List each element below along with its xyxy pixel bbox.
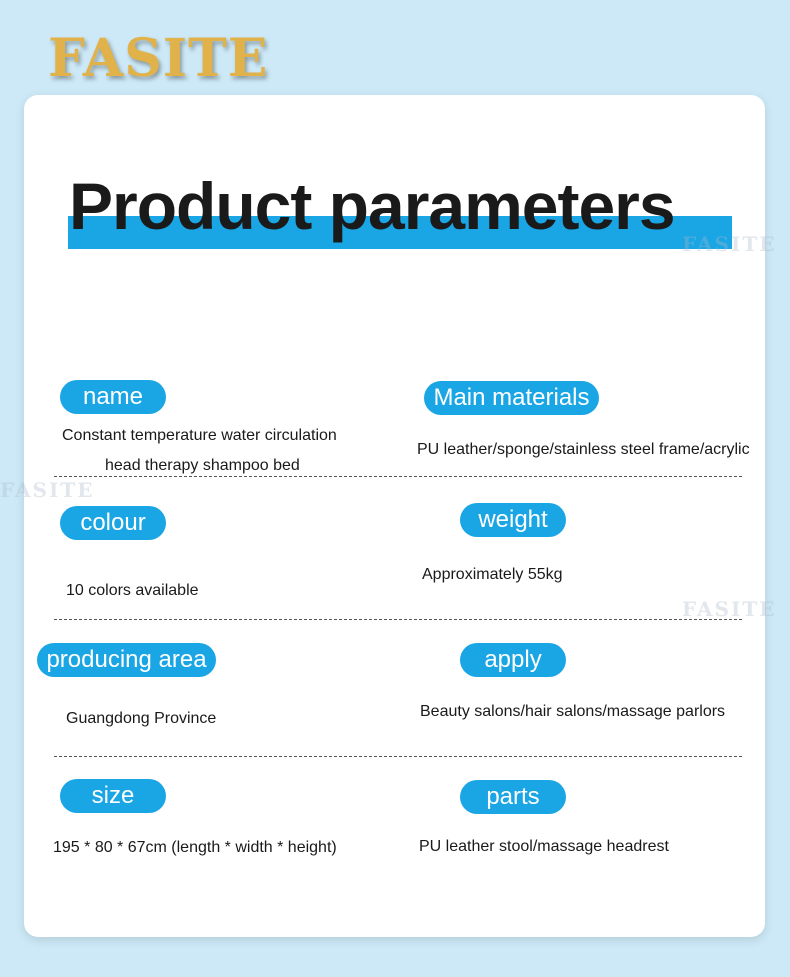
param-label-name: name	[60, 380, 166, 414]
param-label-main-materials: Main materials	[424, 381, 599, 415]
param-value-size: 195 * 80 * 67cm (length * width * height)	[53, 839, 337, 856]
watermark: FASITE	[682, 232, 777, 256]
param-label-producing-area: producing area	[37, 643, 216, 677]
param-value-producing-area: Guangdong Province	[66, 710, 217, 727]
param-value-colour: 10 colors available	[66, 582, 199, 599]
param-label-size: size	[60, 779, 166, 813]
row-divider	[54, 476, 742, 477]
param-value-name-line2: head therapy shampoo bed	[105, 457, 300, 474]
param-label-apply: apply	[460, 643, 566, 677]
row-divider	[54, 619, 742, 620]
row-divider	[54, 756, 742, 757]
param-label-colour: colour	[60, 506, 166, 540]
param-value-parts: PU leather stool/massage headrest	[419, 838, 669, 855]
page-title: Product parameters	[69, 169, 675, 243]
param-label-weight: weight	[460, 503, 566, 537]
param-value-weight: Approximately 55kg	[422, 566, 563, 583]
brand-logo: FASITE	[48, 28, 269, 89]
watermark: FASITE	[0, 478, 95, 502]
param-value-main-materials: PU leather/sponge/stainless steel frame/acrylic	[417, 441, 750, 458]
watermark: FASITE	[682, 597, 777, 621]
param-label-parts: parts	[460, 780, 566, 814]
param-value-apply: Beauty salons/hair salons/massage parlors	[420, 703, 726, 720]
param-value-name-line1: Constant temperature water circulation	[62, 427, 337, 444]
